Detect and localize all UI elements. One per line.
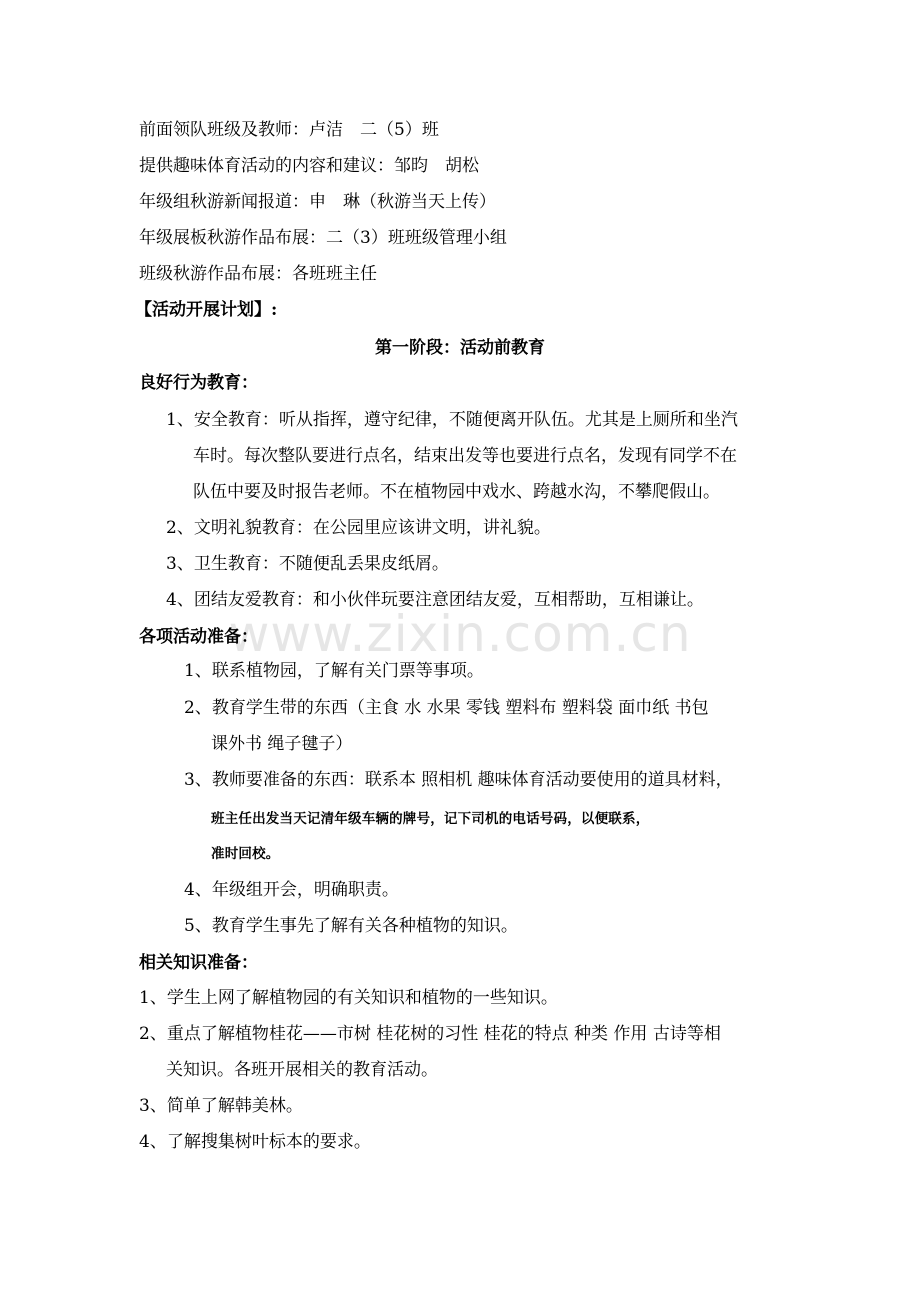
behavior-item-1-line-2: 车时。每次整队要进行点名，结束出发等也要进行点名，发现有同学不在 bbox=[193, 446, 737, 466]
knowledge-item-4: 4、了解搜集树叶标本的要求。 bbox=[139, 1132, 371, 1152]
behavior-item-3: 3、卫生教育：不随便乱丢果皮纸屑。 bbox=[166, 554, 449, 574]
org-line-news: 年级组秋游新闻报道：申 琳（秋游当天上传） bbox=[139, 192, 496, 212]
prep-item-4: 4、年级组开会，明确职责。 bbox=[184, 880, 399, 900]
prep-item-5: 5、教育学生事先了解有关各种植物的知识。 bbox=[184, 916, 518, 936]
watermark-text: www.zixin.com.cn bbox=[228, 605, 692, 663]
org-line-leader: 前面领队班级及教师：卢洁 二（5）班 bbox=[139, 120, 439, 140]
org-line-board: 年级展板秋游作品布展：二（3）班班级管理小组 bbox=[139, 228, 507, 248]
behavior-item-2: 2、文明礼貌教育：在公园里应该讲文明，讲礼貌。 bbox=[166, 518, 551, 538]
plan-heading: 【活动开展计划】: bbox=[135, 300, 278, 320]
knowledge-item-2-line-2: 关知识。各班开展相关的教育活动。 bbox=[166, 1060, 438, 1080]
prep-item-3-line-2: 班主任出发当天记清年级车辆的牌号，记下司机的电话号码，以便联系， bbox=[211, 811, 650, 827]
prep-item-2-line-2: 课外书 绳子毽子） bbox=[211, 734, 353, 754]
behavior-item-1-line-3: 队伍中要及时报告老师。不在植物园中戏水、跨越水沟，不攀爬假山。 bbox=[193, 482, 720, 502]
knowledge-item-3: 3、简单了解韩美林。 bbox=[139, 1096, 303, 1116]
prep-item-1: 1、联系植物园，了解有关门票等事项。 bbox=[184, 661, 484, 681]
behavior-item-4: 4、团结友爱教育：和小伙伴玩要注意团结友爱，互相帮助，互相谦让。 bbox=[166, 590, 704, 610]
behavior-item-1-line-1: 1、安全教育：听从指挥，遵守纪律，不随便离开队伍。尤其是上厕所和坐汽 bbox=[166, 410, 738, 430]
prep-item-3-line-1: 3、教师要准备的东西：联系本 照相机 趣味体育活动要使用的道具材料， bbox=[184, 770, 733, 790]
knowledge-heading: 相关知识准备： bbox=[139, 953, 258, 973]
stage-title: 第一阶段：活动前教育 bbox=[375, 338, 545, 358]
org-line-class: 班级秋游作品布展：各班班主任 bbox=[139, 264, 377, 284]
prep-item-3-line-3: 准时回校。 bbox=[211, 846, 280, 862]
prep-item-2-line-1: 2、教育学生带的东西（主食 水 水果 零钱 塑料布 塑料袋 面巾纸 书包 bbox=[184, 698, 709, 718]
behavior-heading: 良好行为教育： bbox=[139, 373, 258, 393]
org-line-sports: 提供趣味体育活动的内容和建议：邹昀 胡松 bbox=[139, 156, 479, 176]
knowledge-item-2-line-1: 2、重点了解植物桂花——市树 桂花树的习性 桂花的特点 种类 作用 古诗等相 bbox=[139, 1024, 721, 1044]
knowledge-item-1: 1、学生上网了解植物园的有关知识和植物的一些知识。 bbox=[139, 988, 558, 1008]
prep-heading: 各项活动准备： bbox=[139, 627, 258, 647]
